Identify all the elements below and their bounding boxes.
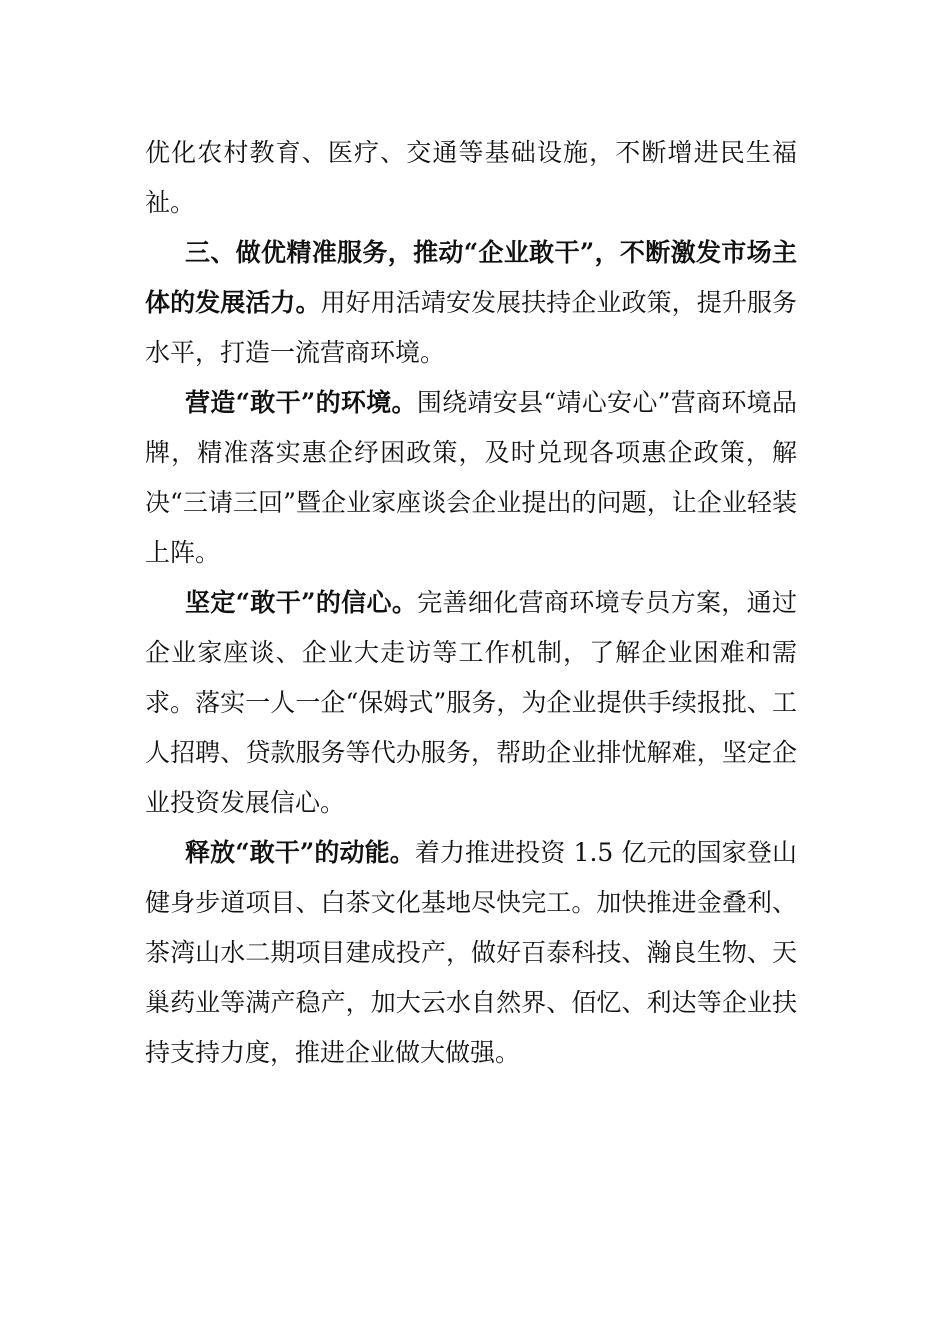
paragraph-text: 完善细化营商环境专员方案，通过企业家座谈、企业大走访等工作机制，了解企业困难和需求。落实一人一企“保姆式”服务，为企业提供手续报批、工人招聘、贷款服务等代办服务，帮助企业排忧解难，坚定企业投资发展信心。 [145, 588, 797, 817]
paragraph-text: 着力推进投资 1.5 亿元的国家登山健身步道项目、白茶文化基地尽快完工。加快推进金叠利、茶湾山水二期项目建成投产，做好百泰科技、瀚良生物、天巢药业等满产稳产，加大云水自然界、佰忆、利达等企业扶持支持力度，推进企业做大做强。 [145, 838, 798, 1067]
paragraph-text: 用好用活靖安发展扶持企业政策，提升服务水平，打造一流营商环境。 [145, 288, 797, 367]
confidence-paragraph [145, 578, 797, 828]
paragraph-lead: 释放“敢干”的动能。 [185, 838, 415, 867]
document-body [145, 128, 797, 1078]
paragraph-continuation [145, 128, 797, 228]
momentum-paragraph [145, 828, 797, 1078]
paragraph-text: 优化农村教育、医疗、交通等基础设施，不断增进民生福祉。 [145, 138, 797, 217]
environment-paragraph [145, 378, 797, 578]
section-three-paragraph [145, 228, 797, 378]
section-heading: 三、做优精准服务，推动“企业敢干”，不断激发市场主体的发展活力。 [145, 238, 797, 317]
paragraph-lead: 营造“敢干”的环境。 [185, 388, 417, 417]
paragraph-text: 围绕靖安县“靖心安心”营商环境品牌，精准落实惠企纾困政策，及时兑现各项惠企政策，解决“三请三回”暨企业家座谈会企业提出的问题，让企业轻装上阵。 [145, 388, 797, 567]
paragraph-lead: 坚定“敢干”的信心。 [185, 588, 418, 617]
